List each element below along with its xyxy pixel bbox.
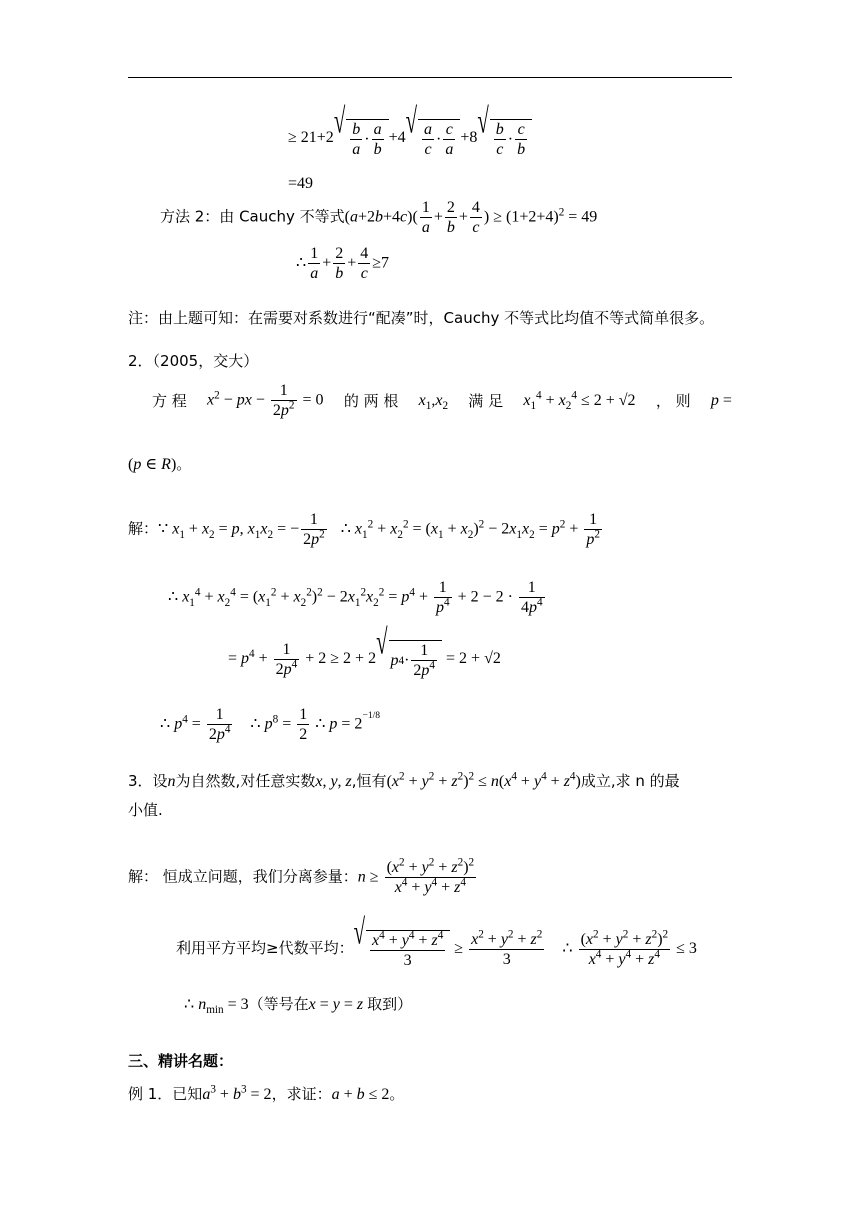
example1-text-c: 。 — [389, 1085, 405, 1103]
problem2-domain: (p ∈ R)。 — [128, 455, 192, 473]
example1-statement: 例 1．已知$a^3 + b^3 = 2$，求证：a + b ≤ 2。 — [128, 1083, 405, 1103]
problem3-text-b: 为自然数,对任意实数 — [175, 772, 316, 790]
example1-text-b: ，求证： — [271, 1085, 332, 1103]
method2-label: 方法 2：由 Cauchy 不等式 — [160, 207, 345, 226]
example1-text-a: 例 1．已知 — [128, 1085, 203, 1103]
problem2-text-1: 方 程 — [152, 391, 187, 410]
problem3-statement: 3．设n为自然数,对任意实数x, y, z,恒有$(x^2 + y^2 + z^2)^2 \le n(x^4 + y^4 + z^4)$成立,求 n 的最 — [128, 770, 680, 790]
solution3-equality-end: 取到） — [367, 995, 413, 1013]
method2-line: 方法 2：由 Cauchy 不等式(a+2b+4c)( $\frac{1}{a}$ + $\frac{2}{b}$ + $\frac{4}{c}$ ) ≥ $(1+2+4)^2 = 49$ — [160, 199, 598, 236]
solution3-hint: 利用平方平均≥代数平均： — [176, 939, 354, 958]
section-heading: 三、精讲名题： — [128, 1052, 234, 1070]
equation-line-2: =49 — [288, 175, 314, 192]
problem3-text-c: ,恒有 — [351, 772, 387, 790]
solution3-equality: （等号在 — [248, 995, 309, 1013]
solution2-line-1: 解：∵ $x_1 + x_2 = p$, $x_1x_2$ = − $\frac{1}{2p^2}$ ∴ $x_1^2 + x_2^2 = (x_1 + x_2)^2 - 2x_1x_2 = p^2$ + $\frac{1}{p^2}$ — [128, 511, 600, 548]
solution2-line-3: = $p^4$ + $\frac{1}{2p^4}$ + 2 ≥ 2 + 2 √ p 4 · $\frac{1}{2p^4}$ = 2 + √2 — [228, 622, 501, 679]
problem3-text-d: 成立,求 n 的最 — [580, 772, 680, 790]
problem3-text-e: 小值. — [128, 801, 163, 819]
solution3-line-3: ∴ $n_{min} = 3$（等号在x = y = z 取到） — [184, 995, 413, 1017]
problem3-text-a: 3．设 — [128, 772, 168, 790]
solution3-line-1: 解： 恒成立问题，我们分离参量：n ≥ $\frac{(x^2 + y^2 + z^2)^2}{x^4 + y^4 + z^4}$ — [128, 856, 475, 896]
problem2-text-4: ， 则 — [655, 391, 691, 410]
method2-result: ∴ $\frac{1}{a}$ + $\frac{2}{b}$ + $\frac{4}{c}$ ≥7 — [296, 245, 390, 282]
equation-line-1: ≥ 21+2 √ $\frac{b}{a}$ · $\frac{a}{b}$ +4 √ $\frac{a}{c}$ · $\frac{c}{a}$ +8 √ $\frac{b}{c}$ · $\frac{c}{b}$ — [288, 119, 532, 158]
solution3-label: 解： 恒成立问题，我们分离参量： — [128, 867, 358, 886]
solution2-line-4: ∴ $p^4$ = $\frac{1}{2p^4}$ ∴ $p^8$ = $\frac{1}{2}$ ∴ $p = 2^{-1/8}$ — [160, 706, 381, 743]
problem2-text-3: 满 足 — [468, 391, 504, 410]
problem2-text-5: 。 — [176, 455, 192, 473]
problem2-statement: 方 程 $x^2$ − px − $\frac{1}{2p^2}$ = 0 的 两 根 $x_1,x_2$ 满 足 $x_1^4 + x_2^4 \le 2 + √2$ ， 则 p = — [152, 382, 732, 419]
solution3-line-2: 利用平方平均≥代数平均： √ $\frac{x^4 + y^4 + z^4}{3}$ ≥ $\frac{x^2 + y^2 + z^2}{3}$ ∴ $\frac{(x^2 + y^2 + z^2)^2}{x^4 + y^4 + z^4}$ ≤ 3 — [176, 912, 697, 969]
note-text: 注：由上题可知：在需要对系数进行“配凑”时，Cauchy 不等式比均值不等式简单很多。 — [128, 309, 715, 327]
header-rule — [128, 77, 732, 78]
solution2-line-2: ∴ $x_1^4 + x_2^4 = (x_1^2 + x_2^2)^2 - 2x_1^2x_2^2 = p^4$ + $\frac{1}{p^4}$ + 2 − 2 · $\frac{1}{4p^4}$ — [168, 579, 543, 616]
problem2-heading: 2．（2005，交大） — [128, 352, 259, 370]
solution-label: 解： — [128, 519, 159, 538]
problem2-text-2: 的 两 根 — [343, 391, 399, 410]
